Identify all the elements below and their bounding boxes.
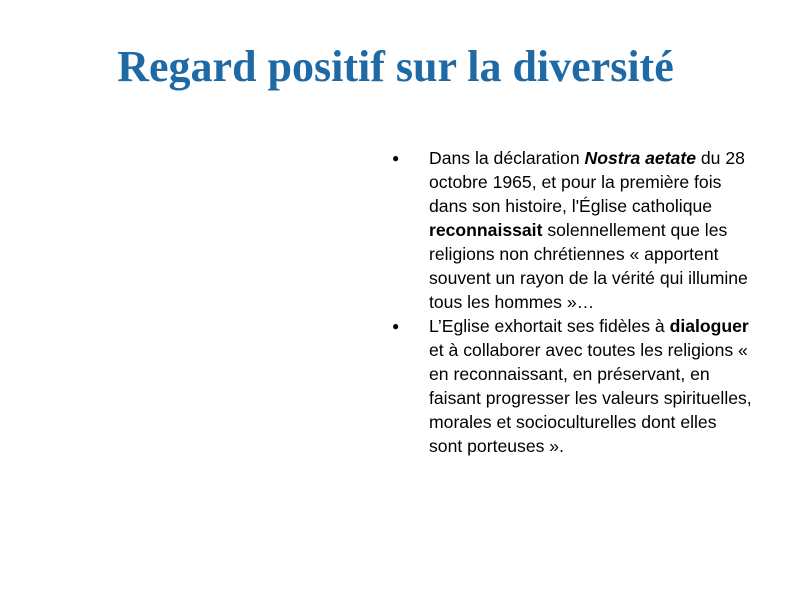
bullet-emphasis-bold: reconnaissait bbox=[429, 220, 543, 240]
bullet-text: et à collaborer avec toutes les religions « en reconnaissant, en préservant, en faisant progresser les valeurs spirituelles, morales et socioculturelles dont elles sont porteuses ». bbox=[429, 340, 752, 456]
bullet-text: du 28 octobre 1965, et pour la première fois dans son histoire, l'Église catholique bbox=[429, 148, 745, 216]
bullet-text: L’Eglise exhortait ses fidèles à bbox=[429, 316, 670, 336]
bullet-text: solennellement que les religions non chrétiennes « apportent souvent un rayon de la vérité qui illumine tous les hommes »… bbox=[429, 220, 748, 312]
bullet-emphasis-italic: Nostra aetate bbox=[584, 148, 696, 168]
bullet-item-dialogue bbox=[392, 314, 752, 458]
bullet-emphasis-bold: dialoguer bbox=[669, 316, 749, 336]
bullet-list bbox=[392, 146, 752, 458]
bullet-item-nostra-aetate bbox=[392, 146, 752, 314]
bullet-dot-icon: ● bbox=[392, 319, 400, 333]
bullet-dot-icon: ● bbox=[392, 151, 400, 165]
bullet-text: Dans la déclaration bbox=[429, 148, 585, 168]
slide-title: Regard positif sur la diversité bbox=[117, 42, 674, 91]
